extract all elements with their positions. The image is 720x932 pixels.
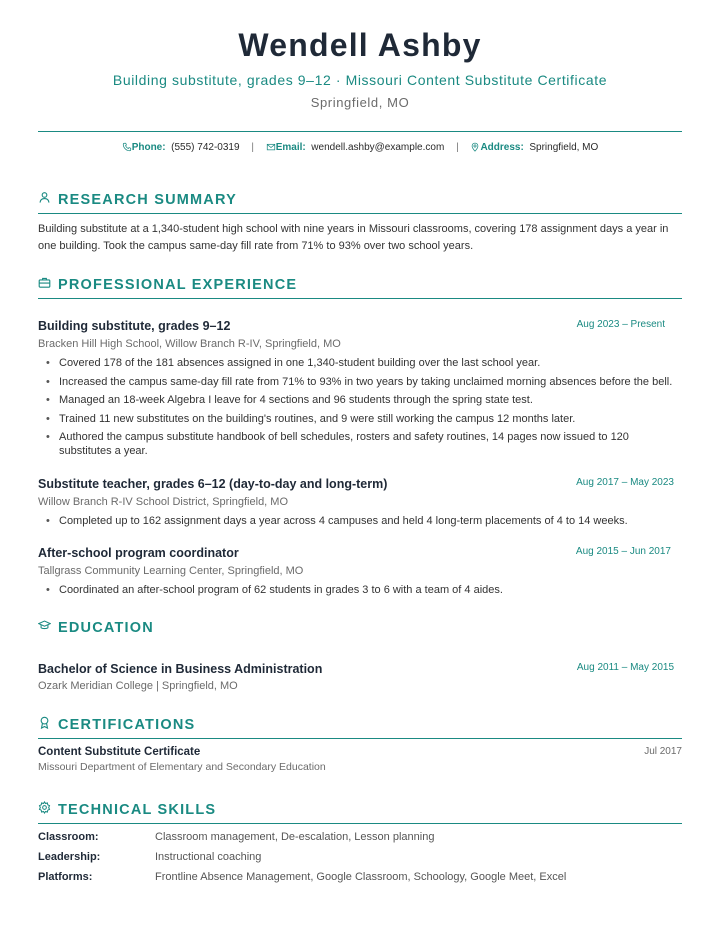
location: Springfield, MO <box>310 95 410 110</box>
address-label: Address: <box>480 142 524 153</box>
list-item: • Coordinated an after-school program of 62 students in grades 3 to 6 with a team of 4 aides. <box>38 583 682 597</box>
job-title: Building substitute, grades 9–12 <box>38 319 231 333</box>
map-pin-icon <box>470 142 480 153</box>
section-title: TECHNICAL SKILLS <box>58 802 217 818</box>
experience-header <box>38 275 682 299</box>
contact-separator: | <box>456 142 459 153</box>
job-bullets <box>38 514 682 528</box>
job-bullets <box>38 583 682 597</box>
header-divider <box>38 131 682 132</box>
award-ribbon-icon <box>38 716 58 734</box>
person-icon <box>38 191 58 209</box>
summary-section <box>38 190 682 255</box>
skill-value: Instructional coaching <box>155 851 262 863</box>
phone-label: Phone: <box>131 142 166 153</box>
education-header <box>38 618 682 641</box>
job-dates: Aug 2017 – May 2023 <box>576 477 674 488</box>
list-item: • Managed an 18-week Algebra I leave for 4 sections and 96 students through the spring state test. <box>38 393 682 407</box>
list-item: • Completed up to 162 assignment days a year across 4 campuses and held 4 long-term placements of 4 to 14 weeks. <box>38 514 682 528</box>
skill-row <box>38 847 682 867</box>
email-label: Email: <box>275 142 306 153</box>
job-organization: Tallgrass Community Learning Center, Springfield, MO <box>38 565 304 577</box>
education-section <box>38 618 682 641</box>
skills-section <box>38 800 682 824</box>
job-entry <box>38 546 682 602</box>
headline: Building substitute, grades 9–12 · Missouri Content Substitute Certificate <box>112 72 608 88</box>
resume-page <box>38 0 682 883</box>
gear-icon <box>38 801 58 819</box>
job-entry <box>38 477 682 533</box>
skill-row <box>38 827 682 847</box>
candidate-name: Wendell Ashby <box>238 27 482 63</box>
section-title: CERTIFICATIONS <box>58 717 196 733</box>
certification-issuer: Missouri Department of Elementary and Secondary Education <box>38 761 326 773</box>
summary-text: Building substitute at a 1,340-student high school with nine years in Missouri classrooms, covering 178 assignment days a year in one building. Took the campus same-day fill rate from 71% to 93% over two school years. <box>38 223 669 252</box>
section-title: RESEARCH SUMMARY <box>58 192 237 208</box>
skill-label: Classroom: <box>38 831 99 843</box>
graduation-cap-icon <box>38 619 58 637</box>
section-title: EDUCATION <box>58 620 154 636</box>
briefcase-icon <box>38 276 58 294</box>
school: Ozark Meridian College | Springfield, MO <box>38 680 238 692</box>
experience-section <box>38 275 682 299</box>
degree: Bachelor of Science in Business Administration <box>38 662 323 676</box>
certification-date: Jul 2017 <box>644 746 682 757</box>
address-value: Springfield, MO <box>529 142 599 153</box>
skill-row <box>38 867 682 887</box>
list-item: • Increased the campus same-day fill rate from 71% to 93% in two years by taking unclaimed morning absences before the bell. <box>38 375 682 389</box>
certification-entry <box>38 746 682 773</box>
job-title: Substitute teacher, grades 6–12 (day-to-day and long-term) <box>38 477 388 491</box>
skill-label: Leadership: <box>38 851 101 863</box>
section-title: PROFESSIONAL EXPERIENCE <box>58 277 298 293</box>
email-value[interactable]: wendell.ashby@example.com <box>311 142 445 153</box>
job-bullets <box>38 356 682 458</box>
skill-label: Platforms: <box>38 871 93 883</box>
job-organization: Bracken Hill High School, Willow Branch R-IV, Springfield, MO <box>38 338 341 350</box>
email-icon <box>266 142 276 153</box>
job-organization: Willow Branch R-IV School District, Springfield, MO <box>38 496 289 508</box>
skills-header <box>38 800 682 824</box>
certifications-section <box>38 715 682 739</box>
list-item: • Covered 178 of the 181 absences assigned in one 1,340-student building over the last school year. <box>38 356 682 370</box>
job-title: After-school program coordinator <box>38 546 239 560</box>
skills-list <box>38 827 682 887</box>
job-entry <box>38 319 682 463</box>
skill-value: Frontline Absence Management, Google Classroom, Schoology, Google Meet, Excel <box>155 871 567 883</box>
contact-separator: | <box>251 142 254 153</box>
phone-icon <box>122 142 132 153</box>
phone-value[interactable]: (555) 742-0319 <box>171 142 240 153</box>
contact-bar <box>38 141 682 155</box>
education-entry <box>38 662 682 692</box>
certifications-header <box>38 715 682 739</box>
skill-value: Classroom management, De-escalation, Lesson planning <box>155 831 435 843</box>
job-dates: Aug 2015 – Jun 2017 <box>575 546 671 557</box>
summary-header <box>38 190 682 214</box>
list-item: • Authored the campus substitute handbook of bell schedules, rosters and safety routines, 14 pages now issued to 120 substitutes a year. <box>38 430 682 458</box>
job-dates: Aug 2023 – Present <box>576 319 665 330</box>
certification-name: Content Substitute Certificate <box>38 746 201 758</box>
list-item: • Trained 11 new substitutes on the building's routines, and 9 were still working the campus 12 months later. <box>38 412 682 426</box>
education-dates: Aug 2011 – May 2015 <box>576 662 674 673</box>
